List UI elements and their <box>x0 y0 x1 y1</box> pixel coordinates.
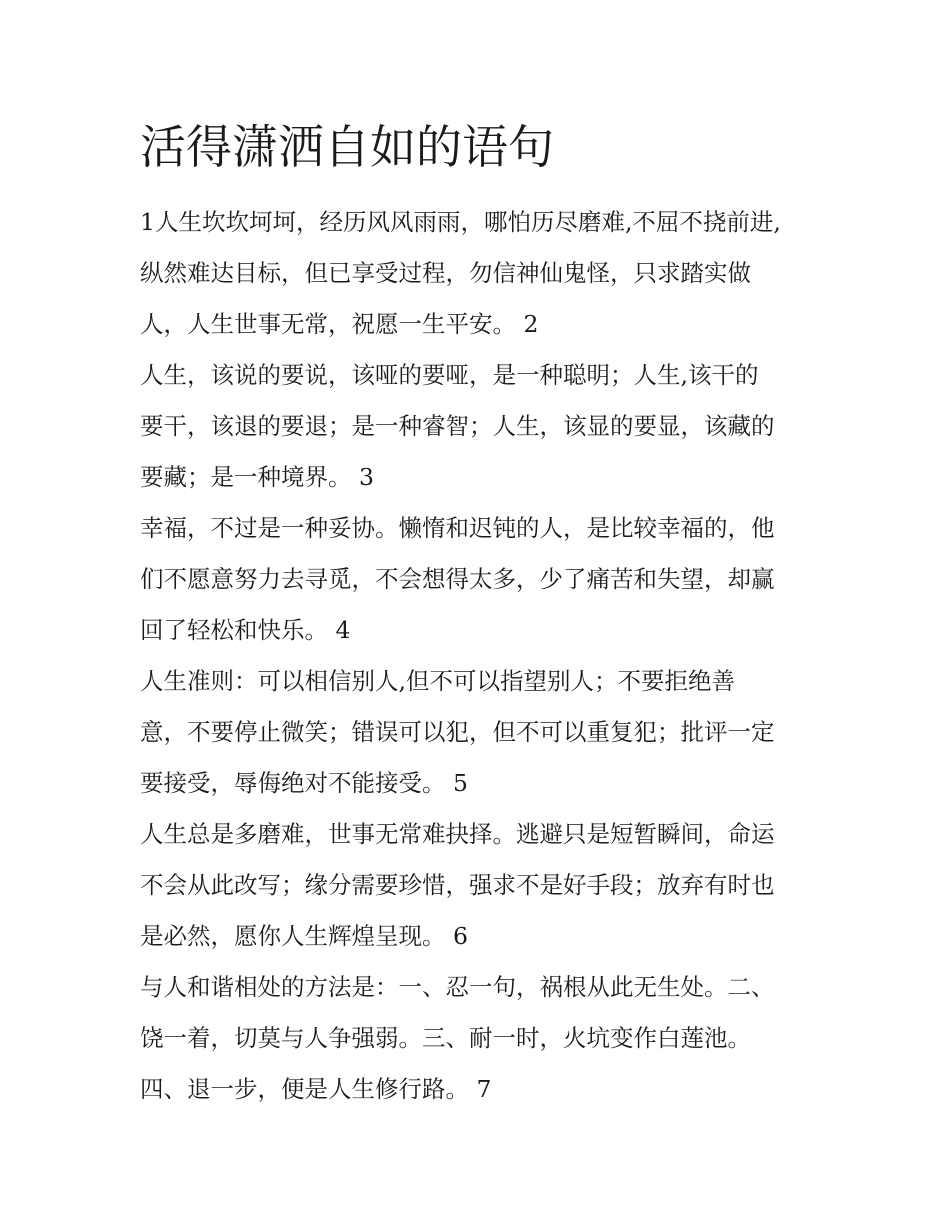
text-line: 们不愿意努力去寻觅，不会想得太多，少了痛苦和失望，却赢 <box>140 565 775 593</box>
text-line: 要接受，辱侮绝对不能接受。 5 <box>140 769 468 797</box>
text-line: 不会从此改写；缘分需要珍惜，强求不是好手段；放弃有时也 <box>140 871 775 899</box>
text-line: 幸福，不过是一种妥协。懒惰和迟钝的人，是比较幸福的，他 <box>140 514 775 542</box>
document-body <box>140 197 820 1115</box>
text-line: 人生总是多磨难，世事无常难抉择。逃避只是短暂瞬间，命运 <box>140 820 775 848</box>
text-line: 人，人生世事无常，祝愿一生平安。 2 <box>140 310 539 338</box>
text-line: 四、退一步，便是人生修行路。 7 <box>140 1075 492 1103</box>
text-line: 人生，该说的要说，该哑的要哑，是一种聪明；人生,该干的 <box>140 361 759 389</box>
text-line: 人生准则：可以相信别人,但不可以指望别人；不要拒绝善 <box>140 667 735 695</box>
text-line: 是必然，愿你人生辉煌呈现。 6 <box>140 922 468 950</box>
text-line: 与人和谐相处的方法是：一、忍一句，祸根从此无生处。二、 <box>140 973 775 1001</box>
text-line: 1人生坎坎坷坷，经历风风雨雨，哪怕历尽磨难,不屈不挠前进, <box>140 208 781 236</box>
text-line: 意，不要停止微笑；错误可以犯，但不可以重复犯；批评一定 <box>140 718 775 746</box>
document-title: 活得潇洒自如的语句 <box>140 120 554 174</box>
text-line: 要藏；是一种境界。 3 <box>140 463 374 491</box>
text-line: 纵然难达目标，但已享受过程，勿信神仙鬼怪，只求踏实做 <box>140 259 751 287</box>
text-line: 饶一着，切莫与人争强弱。三、耐一时，火坑变作白莲池。 <box>140 1024 751 1052</box>
text-line: 回了轻松和快乐。 4 <box>140 616 351 644</box>
text-line: 要干，该退的要退；是一种睿智；人生，该显的要显，该藏的 <box>140 412 775 440</box>
